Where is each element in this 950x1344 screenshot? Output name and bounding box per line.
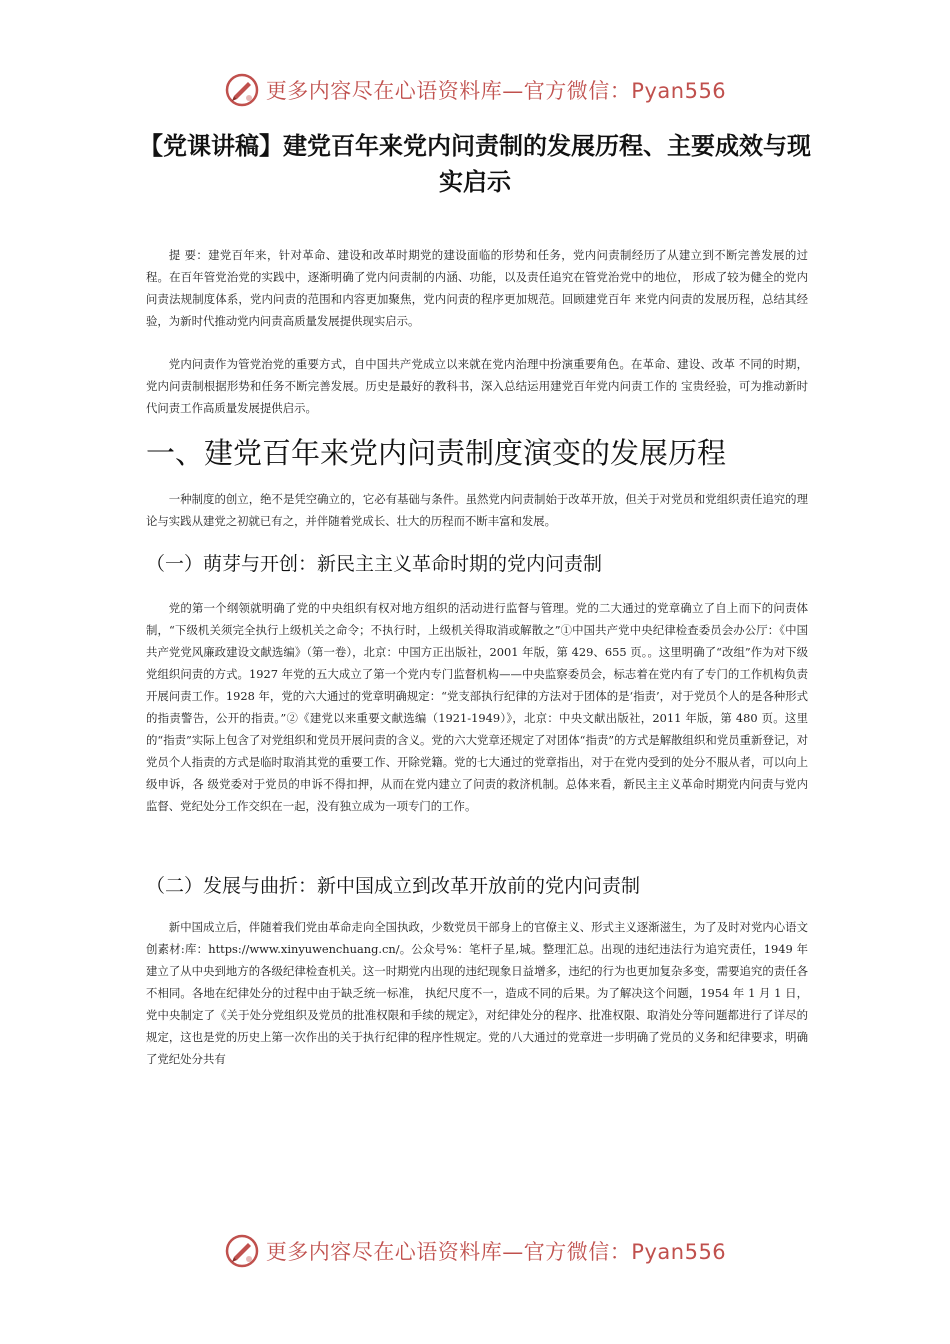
- section-intro-paragraph: 一种制度的创立，绝不是凭空确立的，它必有基础与条件。虽然党内问责制始于改革开放，但关于对党员和党组织责任追究的理论与实践从建党之初就已有之，并伴随着党成长、壮大的历程而不断丰富和发展。: [146, 492, 808, 528]
- logo-icon: [224, 1233, 260, 1269]
- subsection-heading-2: （二）发展与曲折：新中国成立到改革开放前的党内问责制: [146, 875, 641, 897]
- subsection-body-1: 党的第一个纲领就明确了党的中央组织有权对地方组织的活动进行监督与管理。党的二大通过的党章确立了自上而下的问责体制，“下级机关须完全执行上级机关之命令；不执行时，上级机关得取消或解散之”①中国共产党中央纪律检查委员会办公厅：《中国共产党党风廉政建设文献选编》（第一卷），北京：中国方正出版社，2001 年版，第 429、655 页。。这里明确了“改组”作为对下级党组织问责的方式。1927 年党的五大成立了第一个党内专门监督机构——中央监察委员会，标志着在党内有了专门的工作机构负责开展问责工作。1928 年，党的六大通过的党章明确规定：“党支部执行纪律的方法对于团体的是‘指责’，对于党员个人的是各种形式的指责警告，公开的指责。”②《建党以来重要文献选编（1921-1949）》，北京：中央文献出版社，2011 年版，第 480 页。这里的“指责”实际上包含了对党组织和党员开展问责的含义。党的六大党章还规定了对团体“指责”的方式是解散组织和党员重新登记，对党员个人指责的方式是临时取消其党的重要工作、开除党籍。党的七大通过的党章指出，对于在党内受到的处分不服从者，可以向上级申诉，各 级党委对于党员的申诉不得扣押，从而在党内建立了问责的救济机制。总体来看，新民主主义革命时期党内问责与党内 监督、党纪处分工作交织在一起，没有独立成为一项专门的工作。: [146, 601, 808, 813]
- abstract-paragraph: 提 要：建党百年来，针对革命、建设和改革时期党的建设面临的形势和任务，党内问责制经历了从建立到不断完善发展的过程。在百年管党治党的实践中，逐渐明确了党内问责制的内涵、功能，以及责任追究在管党治党中的地位， 形成了较为健全的党内问责法规制度体系，党内问责的范围和内容更加聚焦，党内问责的程序更加规范。回顾建党百年 来党内问责的发展历程，总结其经验，为新时代推动党内问责高质量发展提供现实启示。: [146, 248, 808, 328]
- intro-paragraph: 党内问责作为管党治党的重要方式，自中国共产党成立以来就在党内治理中扮演重要角色。在革命、建设、改革 不同的时期，党内问责制根据形势和任务不断完善发展。历史是最好的教科书，深入总结运用建党百年党内问责工作的 宝贵经验，可为推动新时代问责工作高质量发展提供启示。: [146, 357, 808, 415]
- banner-text: 更多内容尽在心语资料库—官方微信：Pyan556: [265, 79, 727, 103]
- subsection-body-2: 新中国成立后，伴随着我们党由革命走向全国执政，少数党员干部身上的官僚主义、形式主义逐渐滋生，为了及时对党内心语文创素材:库：https://www.xinyuwenchuang.cn/。公众号%：笔杆子星,城。整理汇总。出现的违纪违法行为追究责任，1949 年建立了从中央到地方的各级纪律检查机关。这一时期党内出现的违纪现象日益增多，违纪的行为也更加复杂多变，需要追究的责任各不相同。各地在纪律处分的过程中由于缺乏统一标准， 执纪尺度不一，造成不同的后果。为了解决这个问题，1954 年 1 月 1 日，党中央制定了《关于处分党组织及党员的批准权限和手续的规定》，对纪律处分的程序、批准权限、取消处分等问题都进行了详尽的规定，这也是党的历史上第一次作出的关于执行纪律的程序性规定。党的八大通过的党章进一步明确了党员的义务和纪律要求，明确了党纪处分共有: [146, 920, 808, 1066]
- document-title: 【党课讲稿】建党百年来党内问责制的发展历程、主要成效与现实启示: [139, 132, 811, 196]
- section-heading: 一、建党百年来党内问责制度演变的发展历程: [146, 436, 727, 470]
- footer-banner: [0, 1233, 950, 1273]
- logo-icon: [224, 72, 260, 108]
- header-banner: [0, 72, 950, 112]
- subsection-heading-1: （一）萌芽与开创：新民主主义革命时期的党内问责制: [146, 553, 603, 575]
- banner-text: 更多内容尽在心语资料库—官方微信：Pyan556: [265, 1240, 727, 1264]
